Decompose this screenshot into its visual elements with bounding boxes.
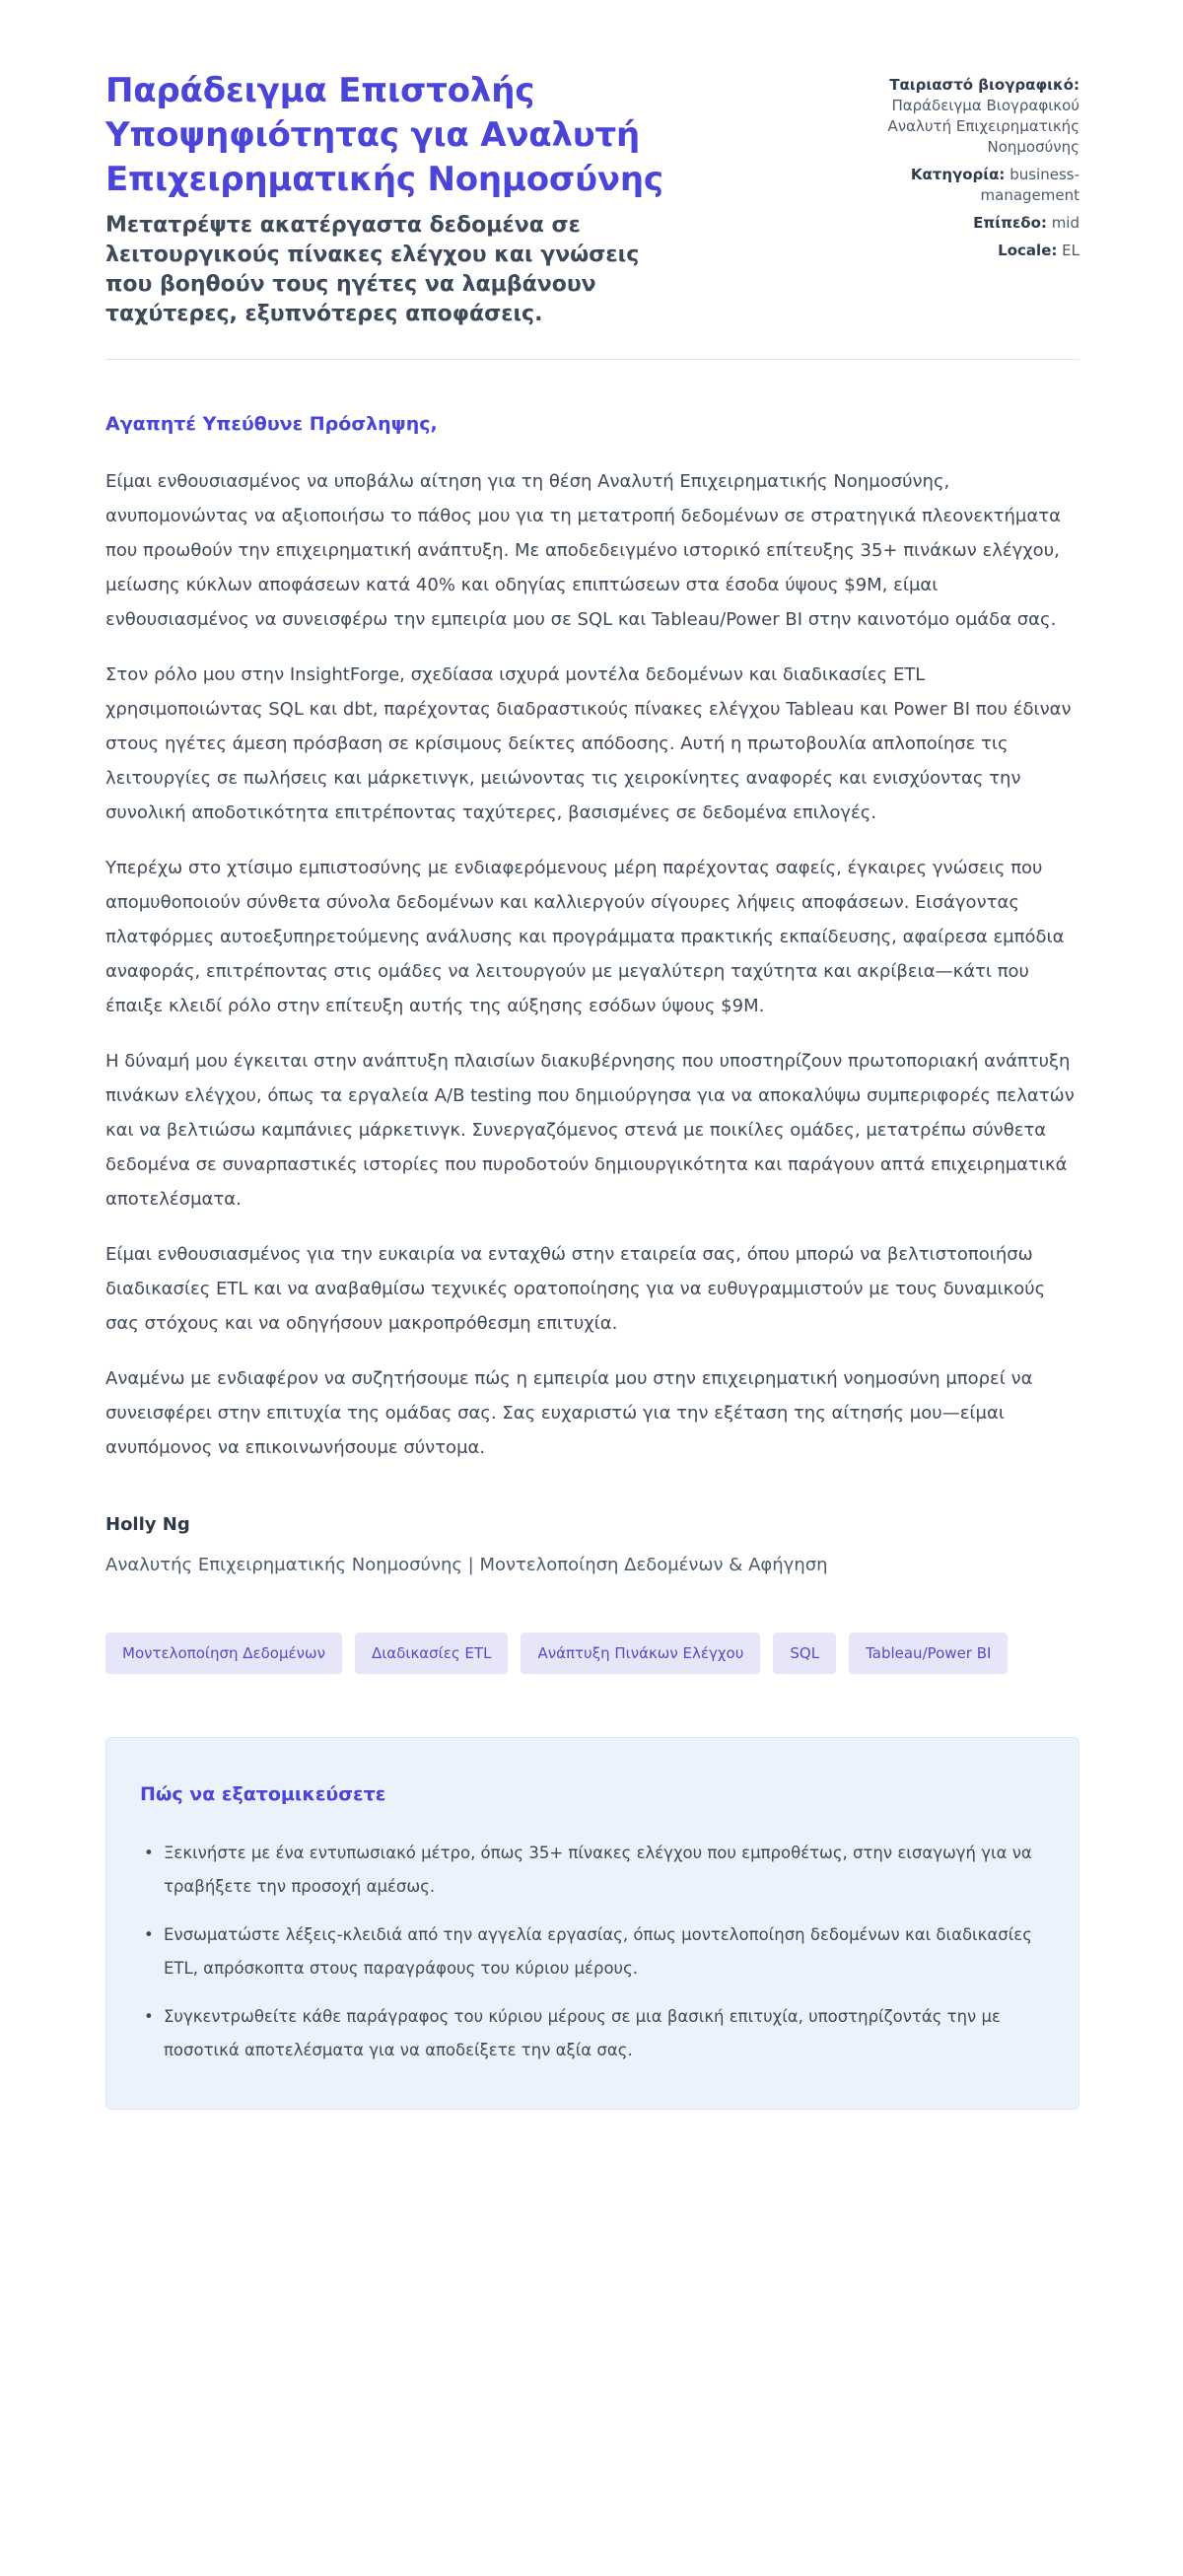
tag-sql[interactable]: SQL xyxy=(773,1633,836,1674)
meta-value-level: mid xyxy=(1051,214,1079,232)
tips-title: Πώς να εξατομικεύσετε xyxy=(140,1782,386,1805)
meta-label-locale: Locale: xyxy=(998,242,1058,259)
meta-item-category xyxy=(843,165,1079,206)
letter-paragraph-3: Υπερέχω στο χτίσιμο εμπιστοσύνης με ενδιαφερόμενους μέρη παρέχοντας σαφείς, έγκαιρες γνώσεις που απομυθοποιούν σύνθετα σύνολα δεδομένων και καλλιεργούν σίγουρες λήψεις αποφάσεων. Εισάγοντας πλατφόρμες αυτοεξυπηρετούμενης ανάλυσης και προγράμματα πρακτικής εκπαίδευσης, αφαίρεσα εμπόδια αναφοράς, επιτρέποντας στις ομάδες να λειτουργούν με μεγαλύτερη ταχύτητα και ακρίβεια—κάτι που έπαιξε κλειδί ρόλο στην επίτευξη αυτής της αύξησης εσόδων ύψους $9M. xyxy=(105,857,1065,1016)
tag-data-modeling[interactable]: Μοντελοποίηση Δεδομένων xyxy=(105,1633,342,1674)
page-subtitle: Μετατρέψτε ακατέργαστα δεδομένα σε λειτουργικούς πίνακες ελέγχου και γνώσεις που βοηθούν τους ηγέτες να λαμβάνουν ταχύτερες, εξυπνότερες αποφάσεις. xyxy=(105,212,640,326)
meta-value-matching-resume: Παράδειγμα Βιογραφικού Αναλυτή Επιχειρηματικής Νοημοσύνης xyxy=(887,97,1079,156)
header-divider xyxy=(105,359,1079,360)
meta-item-matching-resume xyxy=(843,75,1079,158)
signature-name: Holly Ng xyxy=(105,1513,190,1535)
header xyxy=(105,69,1079,329)
meta-value-category: business-management xyxy=(980,166,1079,204)
signature-block xyxy=(105,1514,1079,1575)
letter-paragraph-1: Είμαι ενθουσιασμένος να υποβάλω αίτηση για τη θέση Αναλυτή Επιχειρηματικής Νοημοσύνης, ανυπομονώντας να αξιοποιήσω το πάθος μου για τη μετατροπή δεδομένων σε στρατηγικά πλεονεκτήματα που προωθούν την επιχειρηματική ανάπτυξη. Με αποδεδειγμένο ιστορικό επίτευξης 35+ πινάκων ελέγχου, μείωσης κύκλων αποφάσεων κατά 40% και οδηγίας επιπτώσεων στα έσοδα ύψους $9M, είμαι ενθουσιασμένος να συνεισφέρω την εμπειρία μου σε SQL και Tableau/Power BI στην καινοτόμο ομάδα σας. xyxy=(105,470,1061,630)
signature-role: Αναλυτής Επιχειρηματικής Νοημοσύνης | Μοντελοποίηση Δεδομένων & Αφήγηση xyxy=(105,1554,828,1575)
tips-item-1: • Ξεκινήστε με ένα εντυπωσιακό μέτρο, όπως 35+ πίνακες ελέγχου που εμπροθέτως, στην εισαγωγή για να τραβήξετε την προσοχή αμέσως. xyxy=(140,1837,1043,1904)
letter-paragraph-5: Είμαι ενθουσιασμένος για την ευκαιρία να ενταχθώ στην εταιρεία σας, όπου μπορώ να βελτιστοποιήσω διαδικασίες ETL και να αναβαθμίσω τεχνικές ορατοποίησης για να ευθυγραμμιστούν με τους δυναμικούς σας στόχους και να οδηγήσουν μακροπρόθεσμη επιτυχία. xyxy=(105,1243,1046,1334)
meta-label-matching-resume: Ταιριαστό βιογραφικό: xyxy=(889,76,1079,94)
meta-item-locale xyxy=(843,241,1079,261)
tag-tableau-power-bi[interactable]: Tableau/Power BI xyxy=(849,1633,1008,1674)
tips-item-2: • Ενσωματώστε λέξεις-κλειδιά από την αγγελία εργασίας, όπως μοντελοποίηση δεδομένων και διαδικασίες ETL, απρόσκοπτα στους παραγράφους του κύριου μέρους. xyxy=(140,1918,1043,1985)
letter-greeting: Αγαπητέ Υπεύθυνε Πρόσληψης, xyxy=(105,412,438,435)
meta-item-level xyxy=(843,213,1079,234)
meta-panel xyxy=(843,69,1079,329)
meta-label-category: Κατηγορία: xyxy=(910,166,1006,183)
tag-dashboard-development[interactable]: Ανάπτυξη Πινάκων Ελέγχου xyxy=(521,1633,760,1674)
letter-paragraph-2: Στον ρόλο μου στην InsightForge, σχεδίασα ισχυρά μοντέλα δεδομένων και διαδικασίες ETL χρησιμοποιώντας SQL και dbt, παρέχοντας διαδραστικούς πίνακες ελέγχου Tableau και Power BI που έδιναν στους ηγέτες άμεση πρόσβαση σε κρίσιμους δείκτες απόδοσης. Αυτή η πρωτοβουλία απλοποίησε τις λειτουργίες σε πωλήσεις και μάρκετινγκ, μειώνοντας τις χειροκίνητες αναφορές και ενισχύοντας την συνολική αποδοτικότητα επιτρέποντας ταχύτερες, βασισμένες σε δεδομένα επιλογές. xyxy=(105,663,1072,823)
tips-item-3: • Συγκεντρωθείτε κάθε παράγραφος του κύριου μέρους σε μια βασική επιτυχία, υποστηρίζοντάς την με ποσοτικά αποτελέσματα για να αποδείξετε την αξία σας. xyxy=(140,2000,1043,2067)
page-title: Παράδειγμα Επιστολής Υποψηφιότητας για Αναλυτή Επιχειρηματικής Νοημοσύνης xyxy=(105,71,663,199)
letter-paragraph-4: Η δύναμή μου έγκειται στην ανάπτυξη πλαισίων διακυβέρνησης που υποστηρίζουν πρωτοποριακή ανάπτυξη πινάκων ελέγχου, όπως τα εργαλεία A/B testing που δημιούργησα για να αποκαλύψω συμπεριφορές πελατών και να βελτιώσω καμπάνιες μάρκετινγκ. Συνεργαζόμενος στενά με ποικίλες ομάδες, μετατρέπω σύνθετα δεδομένα σε συναρπαστικές ιστορίες που πυροδοτούν δημιουργικότητα και παράγουν απτά επιχειρηματικά αποτελέσματα. xyxy=(105,1050,1075,1210)
tag-etl-processes[interactable]: Διαδικασίες ETL xyxy=(355,1633,508,1674)
tag-list xyxy=(105,1633,1079,1674)
letter-paragraph-6: Αναμένω με ενδιαφέρον να συζητήσουμε πώς η εμπειρία μου στην επιχειρηματική νοημοσύνη μπορεί να συνεισφέρει στην επιτυχία της ομάδας σας. Σας ευχαριστώ για την εξέταση της αίτησής μου—είμαι ανυπόμονος να επικοινωνήσουμε σύντομα. xyxy=(105,1367,1033,1458)
meta-value-locale: EL xyxy=(1062,242,1079,259)
meta-label-level: Επίπεδο: xyxy=(973,214,1047,232)
letter-body xyxy=(105,413,1079,2110)
tips-list xyxy=(140,1837,1043,2067)
header-title-block xyxy=(105,69,813,329)
customization-tips-box xyxy=(105,1737,1079,2110)
